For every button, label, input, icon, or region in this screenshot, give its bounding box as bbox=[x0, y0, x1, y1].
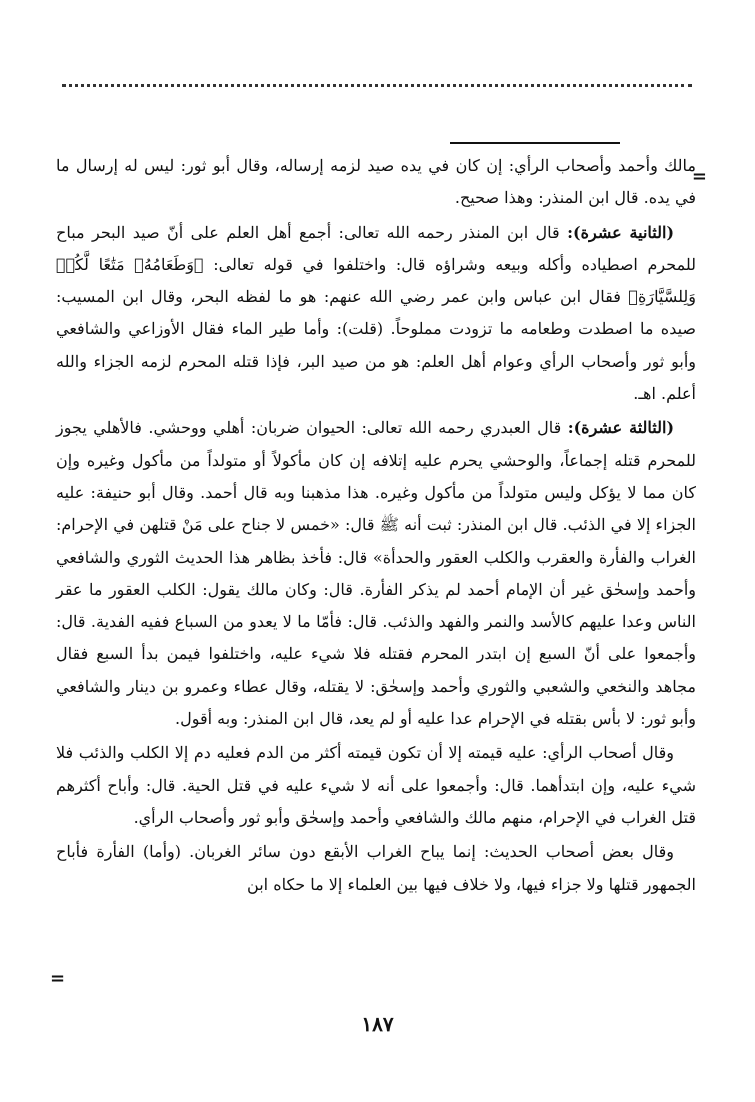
paragraph-4 bbox=[56, 737, 696, 834]
paragraph-text: قال ابن المنذر رحمه الله تعالى: أجمع أهل العلم على أنّ صيد البحر مباح للمحرم اصطياده وأكله وبيعه وشراؤه قال: واختلفوا في قوله تعالى: ﴿وَطَعَامُهُۥ مَتَٰعًا لَّكُمۡ وَلِلسَّيَّارَةِ﴾ فقال ابن عباس وابن عمر رضي الله عنهم: هو ما لفظه البحر، وقال ابن المسيب: صيده ما اصطدت وطعامه ما تزودت مملوحاً. (قلت): وأما طير الماء فقال الأوزاعي والشافعي وأبو ثور وأصحاب الرأي وعوام أهل العلم: هو من صيد البر، فإذا قتله المحرم لزمه الجزاء والله أعلم. اهـ. bbox=[56, 222, 696, 404]
page-number: ١٨٧ bbox=[361, 1012, 394, 1036]
paragraph-text: وقال بعض أصحاب الحديث: إنما يباح الغراب الأبقع دون سائر الغربان. (وأما) الفأرة فأباح الجمهور قتلها ولا جزاء فيها، ولا خلاف فيها بين العلماء إلا ما حكاه ابن bbox=[56, 842, 696, 894]
footnote-body bbox=[56, 150, 696, 901]
paragraph-2 bbox=[56, 217, 696, 411]
paragraph-heading: (الثانية عشرة): bbox=[567, 222, 675, 242]
continuation-mark-end: = bbox=[50, 968, 66, 989]
paragraph-heading: (الثالثة عشرة): bbox=[567, 418, 675, 438]
paragraph-text: قال العبدري رحمه الله تعالى: الحيوان ضربان: أهلي ووحشي. فالأهلي يجوز للمحرم قتله إجماعاً، والوحشي يحرم عليه إتلافه إن كان مأكولاً أو متولداً من مأكول وغيره وإن كان مما لا يؤكل وليس متولداً من مأكول وغيره. هذا مذهبنا وبه قال أحمد. وقال أبو حنيفة: عليه الجزاء إلا في الذئب. قال ابن المنذر: ثبت أنه ﷺ قال: «خمس لا جناح على مَنْ قتلهن في الإحرام: الغراب والفأرة والعقرب والكلب العقور والحدأة» قال: فأخذ بظاهر هذا الحديث الثوري والشافعي وأحمد وإسحٰق غير أن الإمام أحمد لم يذكر الفأرة. قال: وكان مالك يقول: الكلب العقور ما عقر الناس وعدا عليهم كالأسد والنمر والفهد والذئب. قال: فأمّا ما لا يعدو من السباع ففيه الفدية. قال: وأجمعوا على أنّ السبع إن ابتدر المحرم فقتله فلا شيء عليه، واختلفوا فيمن بدأ السبع فقال مجاهد والنخعي والشعبي والثوري وأحمد وإسحٰق: لا يقتله، وقال عطاء وعمرو بن دينار والشافعي وأبو ثور: لا بأس بقتله في الإحرام عدا عليه أو لم يعد، قال ابن المنذر: وبه أقول. bbox=[56, 418, 697, 729]
paragraph-text: وقال أصحاب الرأي: عليه قيمته إلا أن تكون قيمته أكثر من الدم فعليه دم إلا الكلب والذئب فلا شيء عليه، وإن ابتدأهما. قال: وأجمعوا على أنه لا شيء عليه في قتل الحية. قال: وأباح أكثرهم قتل الغراب في الإحرام، منهم مالك والشافعي وأحمد وإسحٰق وأبو ثور وأصحاب الرأي. bbox=[56, 743, 696, 827]
continuation-mark-start: = bbox=[691, 166, 707, 187]
paragraph-text: مالك وأحمد وأصحاب الرأي: إن كان في يده صيد لزمه إرساله، وقال أبو ثور: ليس له إرسال ما في يده. قال ابن المنذر: وهذا صحيح. bbox=[56, 156, 696, 208]
footnote-rule bbox=[450, 142, 620, 144]
paragraph-5 bbox=[56, 836, 696, 901]
dotted-separator bbox=[62, 84, 692, 87]
paragraph-1 bbox=[56, 150, 696, 215]
paragraph-3 bbox=[56, 412, 696, 735]
